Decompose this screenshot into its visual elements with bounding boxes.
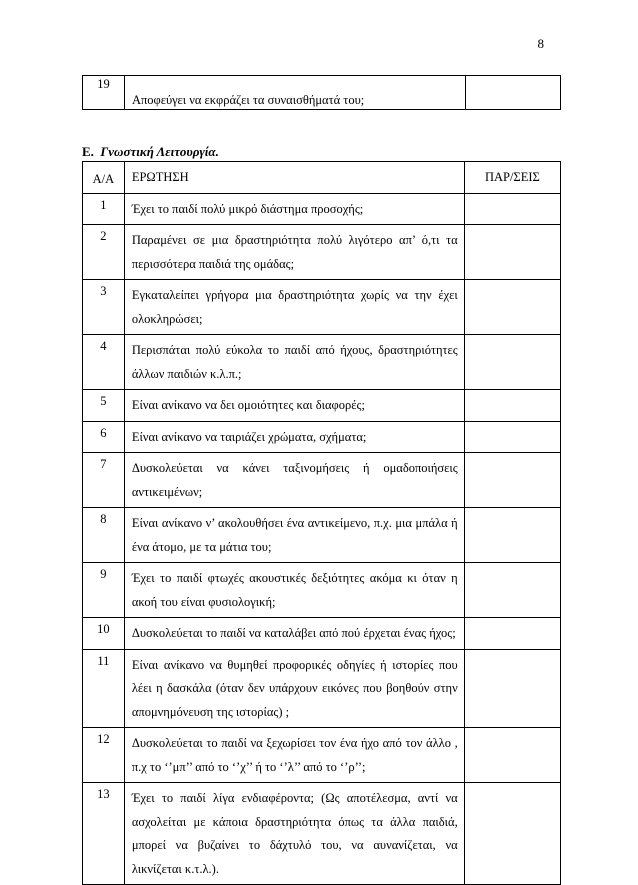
row-number: 13 bbox=[83, 783, 125, 885]
section-title: Γνωστική Λειτουργία. bbox=[100, 144, 219, 159]
table-row bbox=[83, 390, 561, 422]
row-answer-cell[interactable] bbox=[464, 563, 560, 618]
row-answer-cell[interactable] bbox=[464, 618, 560, 650]
row-question: Περισπάται πολύ εύκολα το παιδί από ήχους, δραστηριότητες άλλων παιδιών κ.λ.π.; bbox=[124, 335, 464, 390]
row-answer-cell[interactable] bbox=[464, 225, 560, 280]
row-question: Έχει το παιδί λίγα ενδιαφέροντα; (Ως αποτέλεσμα, αντί να ασχολείται με κάποια δραστηριότητα όπως τα άλλα παιδιά, μπορεί να βυζαίνει το δάχτυλό του, να αυνανίζεται, να λικνίζεται κ.τ.λ.). bbox=[124, 783, 464, 885]
section-letter: Ε. bbox=[82, 144, 94, 159]
row-question: Είναι ανίκανο να ταιριάζει χρώματα, σχήματα; bbox=[124, 421, 464, 453]
row-number: 4 bbox=[83, 335, 125, 390]
table-row bbox=[83, 563, 561, 618]
row-number: 19 bbox=[83, 76, 125, 110]
row-number: 7 bbox=[83, 453, 125, 508]
row-question: Έχει το παιδί πολύ μικρό διάστημα προσοχής; bbox=[124, 193, 464, 225]
section-heading bbox=[82, 144, 219, 160]
cognitive-function-table bbox=[82, 161, 561, 885]
table-header-row bbox=[83, 162, 561, 194]
row-number: 3 bbox=[83, 280, 125, 335]
row-answer-cell[interactable] bbox=[464, 783, 560, 885]
table-row bbox=[83, 280, 561, 335]
row-question: Είναι ανίκανο να θυμηθεί προφορικές οδηγίες ή ιστορίες που λέει η δασκάλα (όταν δεν υπάρχουν εικόνες που βοηθούν στην απομνημόνευση της ιστορίας) ; bbox=[124, 649, 464, 728]
top-questionnaire-table bbox=[82, 75, 561, 110]
row-question: Δυσκολεύεται το παιδί να καταλάβει από πού έρχεται ένας ήχος; bbox=[124, 618, 464, 650]
table-row bbox=[83, 225, 561, 280]
row-answer-cell[interactable] bbox=[464, 649, 560, 728]
table-row bbox=[83, 618, 561, 650]
table-row bbox=[83, 649, 561, 728]
row-number: 5 bbox=[83, 390, 125, 422]
table-row bbox=[83, 76, 561, 110]
row-number: 12 bbox=[83, 728, 125, 783]
row-number: 9 bbox=[83, 563, 125, 618]
row-question: Αποφεύγει να εκφράζει τα συναισθήματά του; bbox=[124, 76, 465, 110]
row-answer-cell[interactable] bbox=[464, 390, 560, 422]
row-question: Είναι ανίκανο ν’ ακολουθήσει ένα αντικείμενο, π.χ. μια μπάλα ή ένα άτομο, με τα μάτια του; bbox=[124, 508, 464, 563]
row-answer-cell[interactable] bbox=[465, 76, 561, 110]
row-question: Έχει το παιδί φτωχές ακουστικές δεξιότητες ακόμα κι όταν η ακοή του είναι φυσιολογική; bbox=[124, 563, 464, 618]
header-answers: ΠΑΡ/ΣΕΙΣ bbox=[464, 162, 560, 194]
row-question: Δυσκολεύεται να κάνει ταξινομήσεις ή ομαδοποιήσεις αντικειμένων; bbox=[124, 453, 464, 508]
page-number: 8 bbox=[537, 36, 544, 51]
row-answer-cell[interactable] bbox=[464, 508, 560, 563]
row-question: Παραμένει σε μια δραστηριότητα πολύ λιγότερο απ’ ό,τι τα περισσότερα παιδιά της ομάδας; bbox=[124, 225, 464, 280]
row-question: Είναι ανίκανο να δει ομοιότητες και διαφορές; bbox=[124, 390, 464, 422]
table-row bbox=[83, 193, 561, 225]
row-number: 6 bbox=[83, 421, 125, 453]
table-row bbox=[83, 335, 561, 390]
row-answer-cell[interactable] bbox=[464, 280, 560, 335]
table-row bbox=[83, 783, 561, 885]
row-number: 2 bbox=[83, 225, 125, 280]
top-table-body bbox=[83, 76, 561, 110]
row-answer-cell[interactable] bbox=[464, 453, 560, 508]
row-question: Εγκαταλείπει γρήγορα μια δραστηριότητα χωρίς να την έχει ολοκληρώσει; bbox=[124, 280, 464, 335]
row-number: 11 bbox=[83, 649, 125, 728]
row-question: Δυσκολεύεται το παιδί να ξεχωρίσει τον ένα ήχο από τον άλλο , π.χ το ‘’μπ’’ από το ‘’χ’’ ή το ‘’λ’’ από το ‘’ρ’’; bbox=[124, 728, 464, 783]
row-number: 10 bbox=[83, 618, 125, 650]
header-question: ΕΡΩΤΗΣΗ bbox=[124, 162, 464, 194]
main-table-body bbox=[83, 193, 561, 885]
row-answer-cell[interactable] bbox=[464, 335, 560, 390]
table-row bbox=[83, 453, 561, 508]
row-answer-cell[interactable] bbox=[464, 728, 560, 783]
row-number: 8 bbox=[83, 508, 125, 563]
table-row bbox=[83, 508, 561, 563]
row-answer-cell[interactable] bbox=[464, 421, 560, 453]
row-answer-cell[interactable] bbox=[464, 193, 560, 225]
header-number: Α/Α bbox=[83, 162, 125, 194]
row-number: 1 bbox=[83, 193, 125, 225]
table-row bbox=[83, 728, 561, 783]
table-row bbox=[83, 421, 561, 453]
